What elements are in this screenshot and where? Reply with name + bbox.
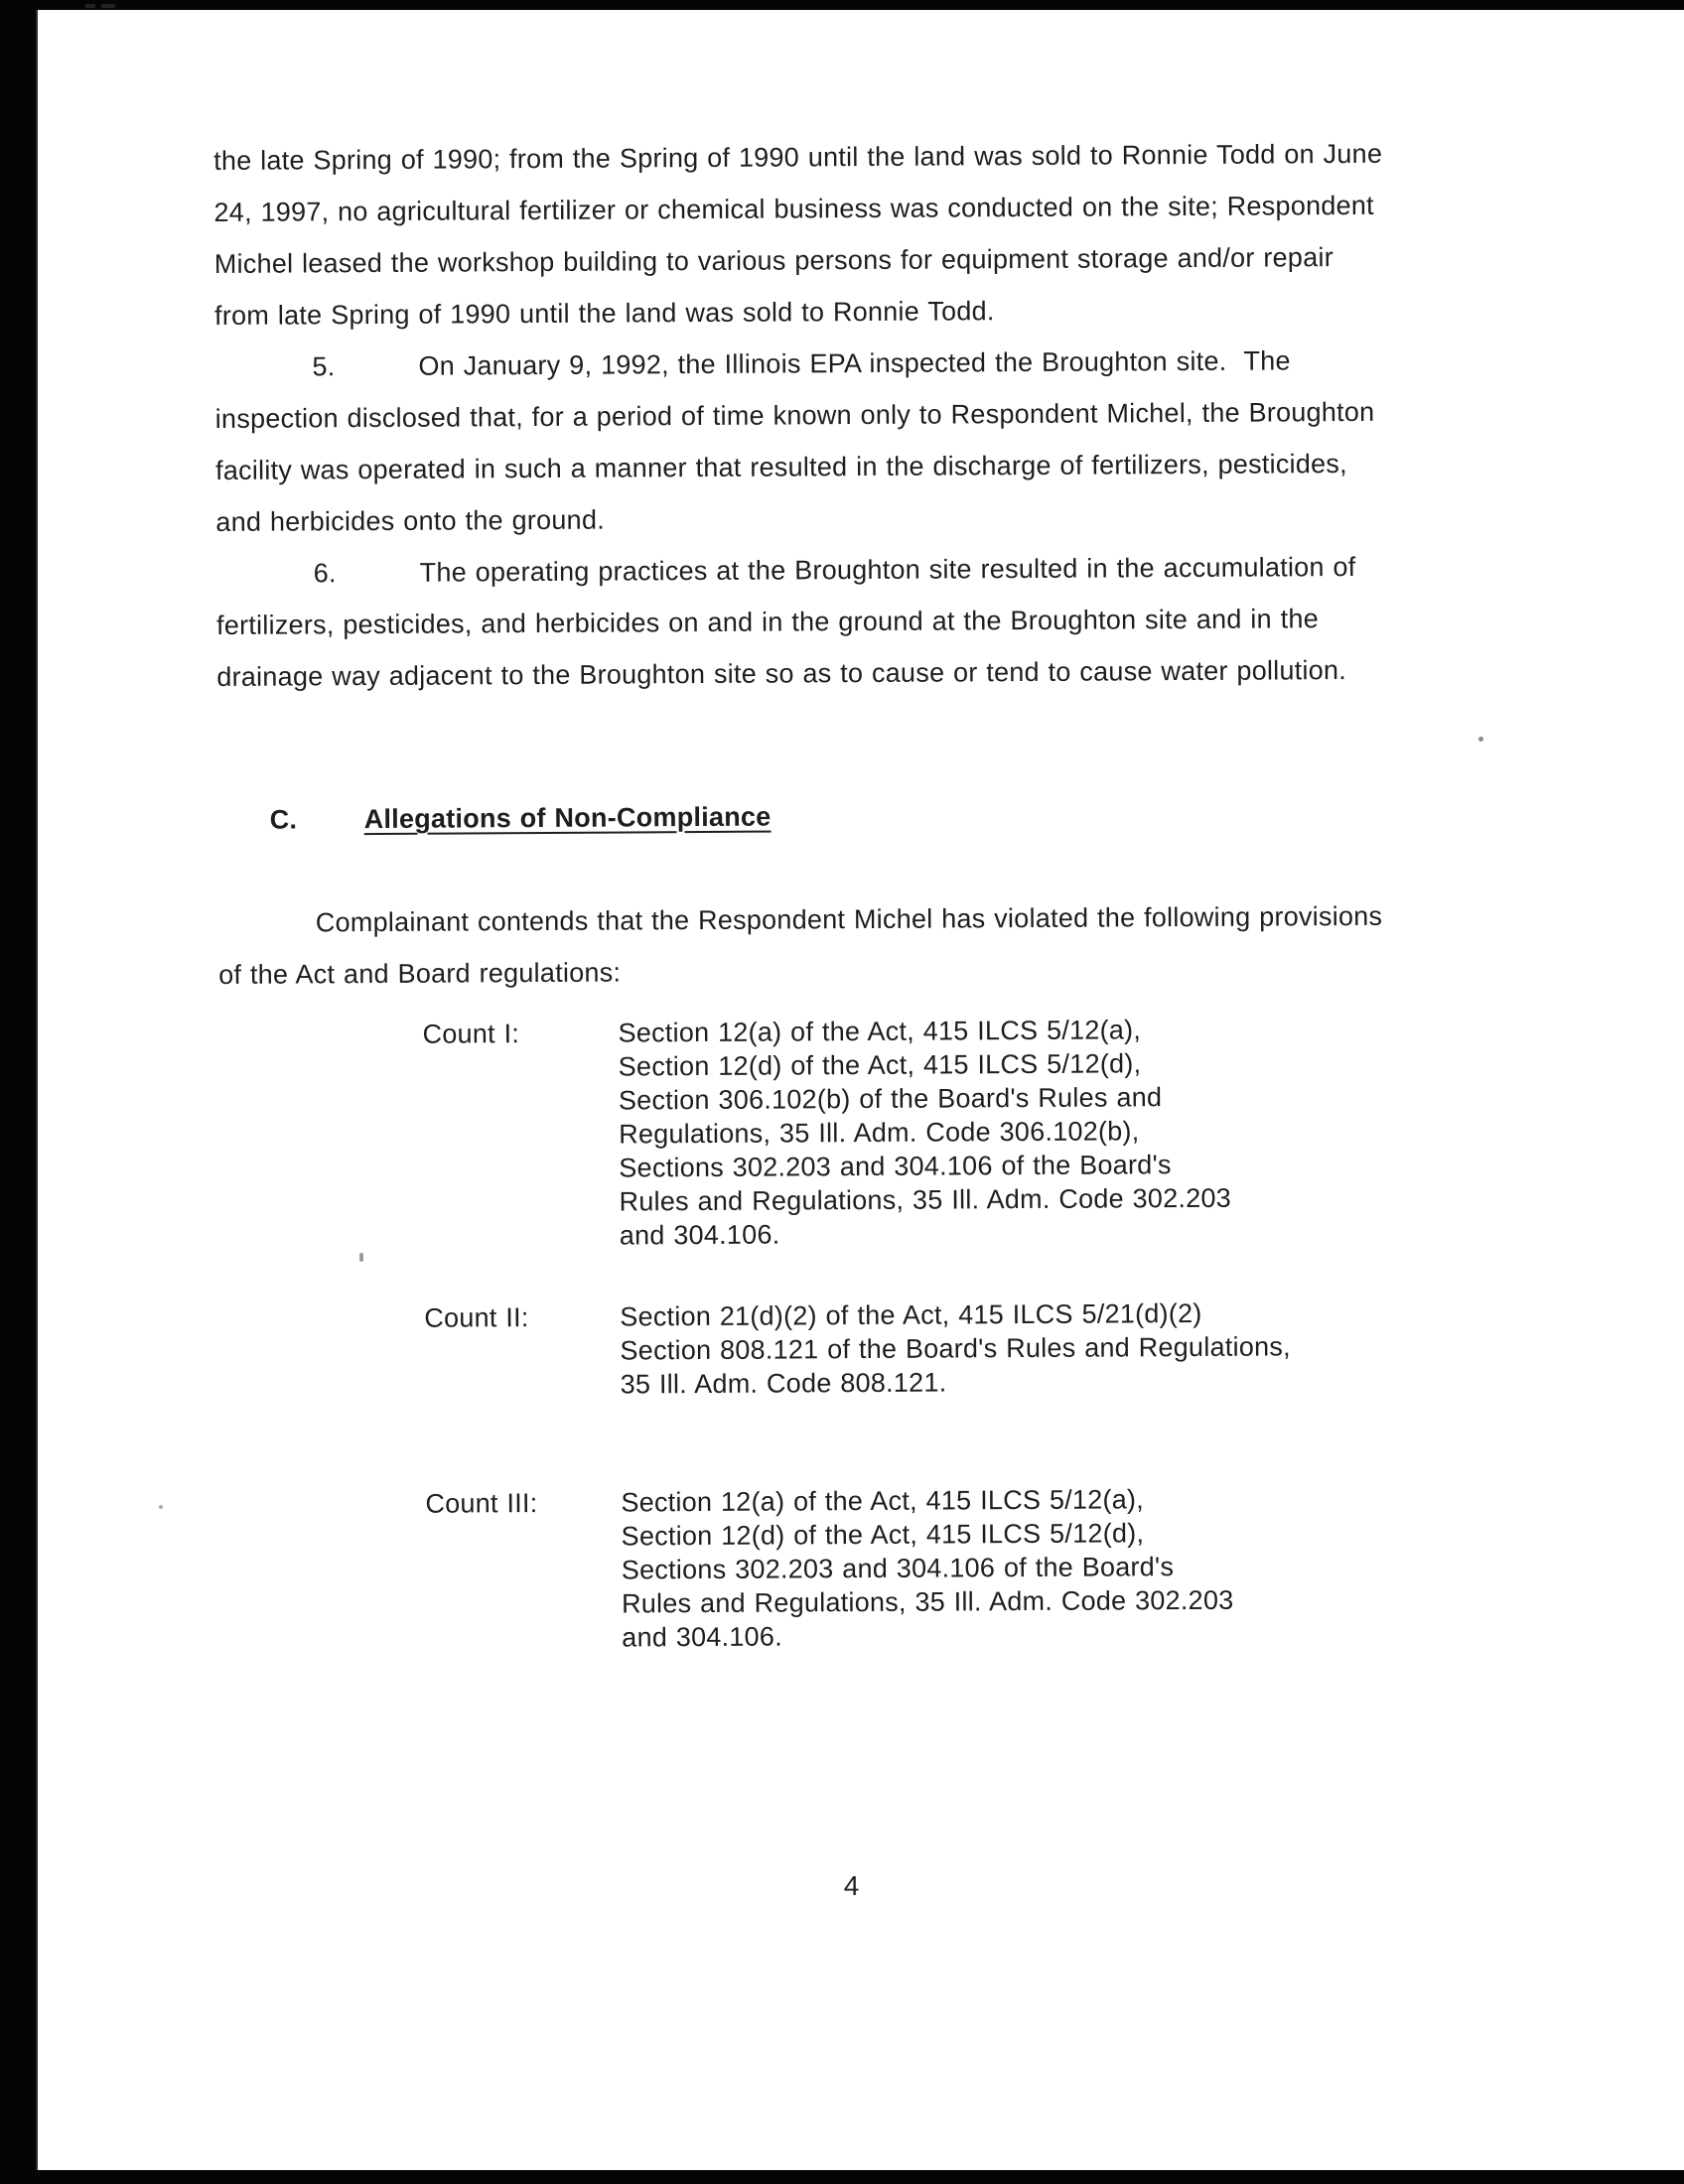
citation-line: Section 12(d) of the Act, 415 ILCS 5/12(d), (618, 1048, 1142, 1082)
section-title: Allegations of Non-Compliance (363, 801, 772, 835)
count-citations (620, 1295, 1497, 1401)
counts-list (422, 1011, 1498, 1656)
paragraph-6 (216, 540, 1493, 703)
text-line: 24, 1997, no agricultural fertilizer or chemical business was conducted on the site; Respondent (213, 190, 1374, 227)
scan-edge-left (0, 0, 36, 2184)
count-item (425, 1480, 1498, 1656)
paragraph-number: 6. (313, 558, 337, 589)
section-heading (217, 735, 1494, 897)
citation-line: Rules and Regulations, 35 Ill. Adm. Code 302.203 (619, 1182, 1232, 1217)
page-number: 4 (843, 1870, 860, 1901)
citation-line: Regulations, 35 Ill. Adm. Code 306.102(b), (619, 1116, 1140, 1150)
citation-line: 35 Ill. Adm. Code 808.121. (620, 1367, 947, 1400)
scan-artifact (159, 1505, 163, 1509)
section-label: C. (269, 804, 298, 835)
paragraph-number: 5. (312, 351, 336, 382)
page-content (213, 127, 1498, 1657)
paragraph-5 (214, 334, 1491, 548)
text-line: Complainant contends that the Respondent Michel has violated the following provisions (315, 900, 1383, 938)
paragraph-text: On January 9, 1992, the Illinois EPA inspected the Broughton site. The (418, 345, 1291, 381)
count-item (422, 1011, 1495, 1254)
text-line: and herbicides onto the ground. (215, 504, 605, 537)
text-line (216, 540, 1492, 600)
count-citations (621, 1480, 1498, 1654)
citation-line: Section 12(d) of the Act, 415 ILCS 5/12(d), (621, 1518, 1145, 1552)
citation-line: and 304.106. (619, 1219, 780, 1251)
paragraph-continuation (213, 127, 1490, 341)
scan-artifact (85, 4, 115, 8)
citation-line: Rules and Regulations, 35 Ill. Adm. Code 302.203 (621, 1584, 1234, 1619)
citation-line: Section 12(a) of the Act, 415 ILCS 5/12(a), (618, 1015, 1142, 1048)
paragraph-intro (218, 889, 1495, 1001)
text-line: of the Act and Board regulations: (218, 957, 622, 990)
text-line: Michel leased the workshop building to various persons for equipment storage and/or repair (213, 242, 1333, 279)
count-label: Count III: (425, 1488, 538, 1519)
citation-line: Section 12(a) of the Act, 415 ILCS 5/12(a), (621, 1484, 1145, 1518)
text-line: facility was operated in such a manner that resulted in the discharge of fertilizers, pesticides, (214, 449, 1347, 485)
citation-line: Section 808.121 of the Board's Rules and Regulations, (620, 1331, 1291, 1366)
count-item (424, 1295, 1497, 1403)
text-line (214, 334, 1490, 393)
text-line: drainage way adjacent to the Broughton site so as to cause or tend to cause water pollution. (216, 655, 1347, 692)
citation-line: Section 21(d)(2) of the Act, 415 ILCS 5/21(d)(2) (620, 1297, 1202, 1332)
citation-line: Sections 302.203 and 304.106 of the Board's (621, 1552, 1175, 1585)
text-line: inspection disclosed that, for a period of time known only to Respondent Michel, the Broughton (214, 396, 1375, 434)
scan-edge-top (0, 0, 1684, 10)
count-citations (618, 1011, 1495, 1252)
paragraph-text: The operating practices at the Broughton site resulted in the accumulation of (419, 551, 1356, 588)
text-line: the late Spring of 1990; from the Spring of 1990 until the land was sold to Ronnie Todd on June (213, 138, 1383, 176)
text-line: from late Spring of 1990 until the land was sold to Ronnie Todd. (214, 296, 995, 331)
text-line: fertilizers, pesticides, and herbicides on and in the ground at the Broughton site and in the (215, 604, 1320, 640)
citation-line: Section 306.102(b) of the Board's Rules and (618, 1082, 1163, 1116)
scan-edge-bottom (0, 2170, 1684, 2184)
citation-line: Sections 302.203 and 304.106 of the Board's (619, 1150, 1172, 1183)
count-label: Count I: (422, 1019, 520, 1049)
citation-line: and 304.106. (622, 1621, 782, 1653)
count-label: Count II: (424, 1302, 529, 1333)
